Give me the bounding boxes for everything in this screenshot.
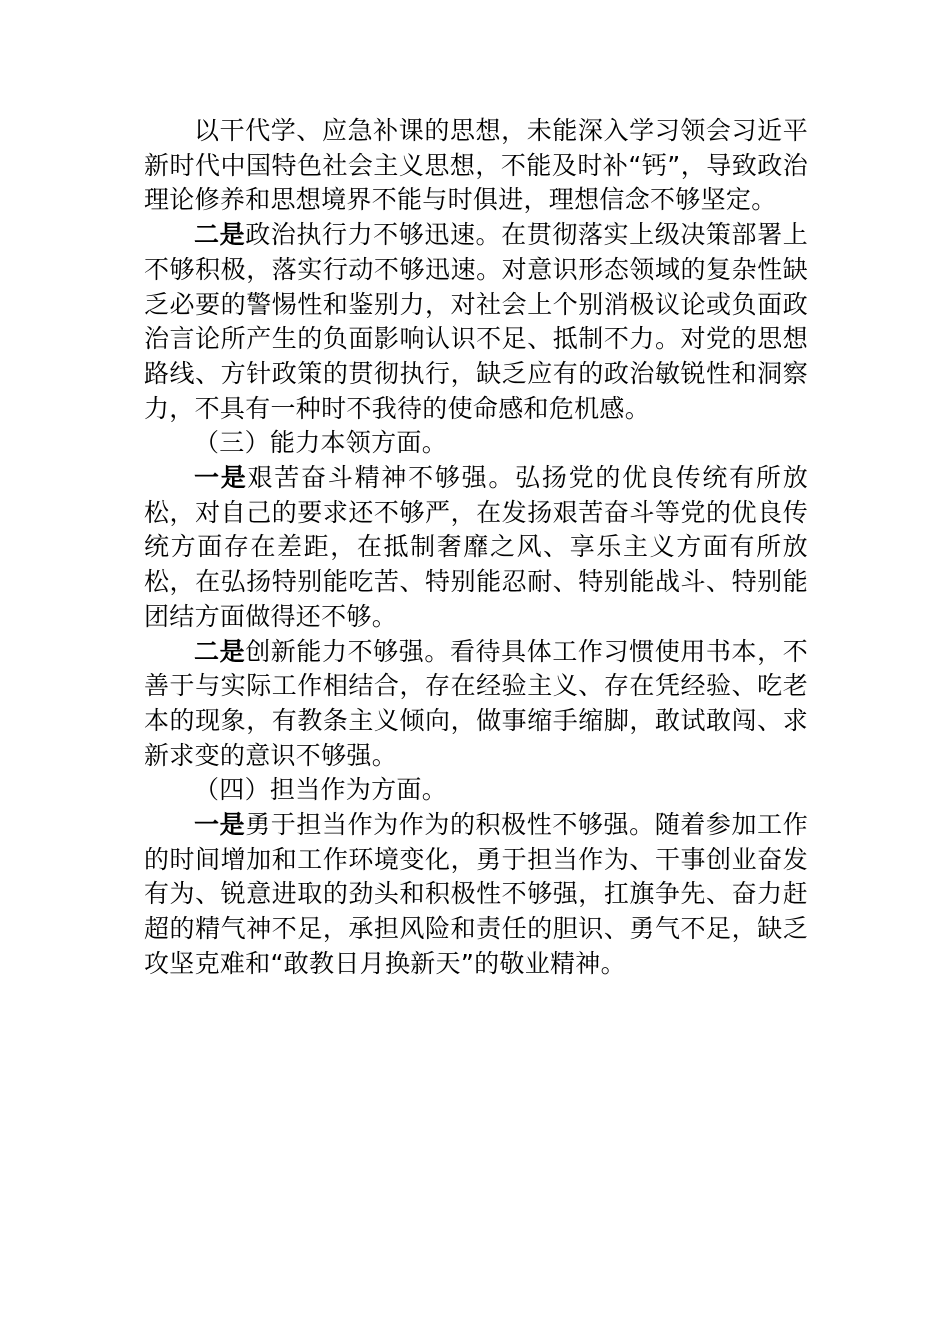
- paragraph-text: （三）能力本领方面。: [194, 428, 448, 458]
- paragraph-1: [144, 114, 808, 218]
- document-body: [144, 114, 808, 982]
- paragraph-text: 以干代学、应急补课的思想，未能深入学习领会习近平新时代中国特色社会主义思想，不能及时补“钙”，导致政治理论修养和思想境界不能与时俱进，理想信念不够坚定。: [144, 116, 808, 215]
- paragraph-text: 政治执行力不够迅速。在贯彻落实上级决策部署上不够积极，落实行动不够迅速。对意识形态领域的复杂性缺乏必要的警惕性和鉴别力，对社会上个别消极议论或负面政治言论所产生的负面影响认识不足、抵制不力。对党的思想路线、方针政策的贯彻执行，缺乏应有的政治敏锐性和洞察力，不具有一种时不我待的使命感和危机感。: [144, 220, 808, 423]
- paragraph-text: 艰苦奋斗精神不够强。弘扬党的优良传统有所放松，对自己的要求还不够严，在发扬艰苦奋斗等党的优良传统方面存在差距，在抵制奢靡之风、享乐主义方面有所放松，在弘扬特别能吃苦、特别能忍耐、特别能战斗、特别能团结方面做得还不够。: [144, 463, 808, 631]
- paragraph-2: [144, 218, 808, 426]
- paragraph-text: （四）担当作为方面。: [194, 775, 448, 805]
- section-heading-3: [144, 426, 808, 461]
- paragraph-7: [144, 808, 808, 982]
- paragraph-text: 勇于担当作为作为的积极性不够强。随着参加工作的时间增加和工作环境变化，勇于担当作为、干事创业奋发有为、锐意进取的劲头和积极性不够强，扛旗争先、奋力赶超的精气神不足，承担风险和责任的胆识、勇气不足，缺乏攻坚克难和“敢教日月换新天”的敬业精神。: [144, 810, 808, 978]
- paragraph-lead: 一是: [194, 463, 248, 493]
- paragraph-text: 创新能力不够强。看待具体工作习惯使用书本，不善于与实际工作相结合，存在经验主义、存在凭经验、吃老本的现象，有教条主义倾向，做事缩手缩脚，敢试敢闯、求新求变的意识不够强。: [144, 636, 808, 770]
- section-heading-4: [144, 773, 808, 808]
- paragraph-lead: 一是: [194, 810, 246, 840]
- paragraph-4: [144, 461, 808, 635]
- paragraph-lead: 二是: [194, 220, 246, 250]
- paragraph-lead: 二是: [194, 636, 246, 666]
- paragraph-5: [144, 635, 808, 774]
